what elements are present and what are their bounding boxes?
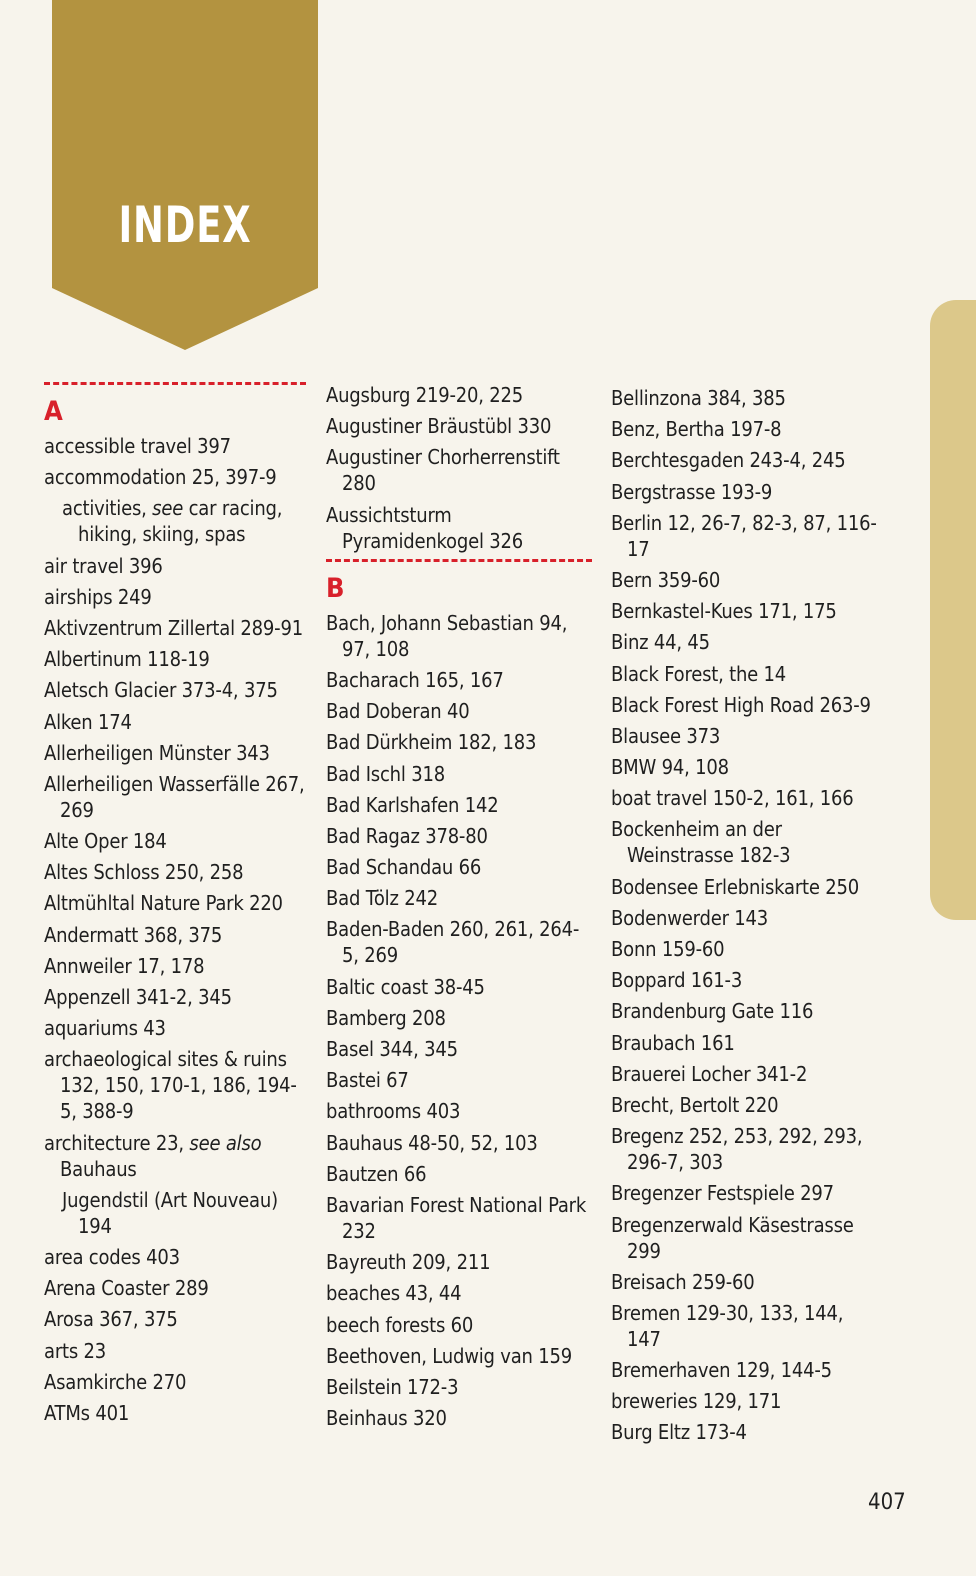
section-divider — [44, 382, 306, 385]
index-entry: Baden-Baden 260, 261, 264-5, 269 — [326, 917, 580, 968]
index-entry: Aktivzentrum Zillertal 289-91 — [44, 615, 303, 640]
index-entry: accommodation 25, 397-9 — [44, 465, 277, 490]
index-entry: BMW 94, 108 — [611, 755, 729, 780]
index-entry: boat travel 150-2, 161, 166 — [611, 786, 854, 811]
banner-shape — [52, 0, 318, 350]
index-entry: Bad Ragaz 378-80 — [326, 823, 488, 848]
index-entry: beech forests 60 — [326, 1312, 474, 1337]
index-entry: Bregenz 252, 253, 292, 293, 296-7, 303 — [611, 1124, 863, 1175]
index-entry: Bautzen 66 — [326, 1161, 427, 1186]
index-entry: Bad Karlshafen 142 — [326, 792, 499, 817]
index-entry: Arena Coaster 289 — [44, 1276, 209, 1301]
index-entry: Bastei 67 — [326, 1068, 409, 1093]
index-entry: Brandenburg Gate 116 — [611, 999, 814, 1024]
section-divider — [326, 559, 592, 562]
entry-text: activities, — [62, 496, 153, 521]
index-entry: Basel 344, 345 — [326, 1037, 458, 1061]
index-entry: Bacharach 165, 167 — [326, 667, 504, 692]
index-entry: Allerheiligen Münster 343 — [44, 740, 270, 765]
index-column-3 — [611, 385, 881, 1451]
index-entry: Annweiler 17, 178 — [44, 953, 205, 978]
index-entry: Appenzell 341-2, 345 — [44, 985, 232, 1009]
index-entry: Brecht, Bertolt 220 — [611, 1092, 779, 1117]
index-entry: Black Forest, the 14 — [611, 661, 787, 686]
index-entry: Bernkastel-Kues 171, 175 — [611, 599, 837, 624]
section-letter-b: B — [326, 572, 345, 604]
index-entry: Bayreuth 209, 211 — [326, 1250, 491, 1275]
index-entry: Beinhaus 320 — [326, 1406, 447, 1431]
index-entry: Bellinzona 384, 385 — [611, 386, 786, 410]
index-entry: Bergstrasse 193-9 — [611, 479, 773, 504]
index-entry: Bremen 129-30, 133, 144, 147 — [611, 1300, 844, 1351]
index-entry: Beilstein 172-3 — [326, 1374, 459, 1399]
index-entry: Berchtesgaden 243-4, 245 — [611, 448, 846, 473]
index-entry: Andermatt 368, 375 — [44, 922, 223, 947]
index-entry: Bad Ischl 318 — [326, 761, 445, 786]
see-reference: see — [152, 496, 184, 521]
index-entry: Bregenzer Festspiele 297 — [611, 1181, 834, 1206]
index-entry: Arosa 367, 375 — [44, 1307, 178, 1332]
index-entry: Bodensee Erlebniskarte 250 — [611, 874, 859, 899]
index-entry: Aussichtsturm Pyramidenkogel 326 — [326, 502, 524, 553]
thumb-tab — [930, 300, 976, 920]
index-entry: Alken 174 — [44, 709, 132, 734]
index-entry: Black Forest High Road 263-9 — [611, 692, 871, 717]
index-entry: Bad Tölz 242 — [326, 886, 438, 911]
entry-text: car racing, hiking, skiing, spas — [78, 496, 283, 547]
index-entry: beaches 43, 44 — [326, 1281, 462, 1306]
see-also-reference: see also — [189, 1130, 262, 1155]
index-entry: Altes Schloss 250, 258 — [44, 860, 244, 885]
index-entry: Augustiner Bräustübl 330 — [326, 414, 552, 439]
index-entry: Bavarian Forest National Park 232 — [326, 1192, 587, 1243]
index-entry: air travel 396 — [44, 553, 163, 578]
banner-title: INDEX — [118, 196, 252, 254]
index-entry: Bamberg 208 — [326, 1005, 446, 1030]
index-entry: Bauhaus 48-50, 52, 103 — [326, 1130, 538, 1155]
index-entry: Bremerhaven 129, 144-5 — [611, 1358, 832, 1383]
index-entry: aquariums 43 — [44, 1016, 166, 1041]
index-entry: Beethoven, Ludwig van 159 — [326, 1343, 572, 1368]
index-entry: Binz 44, 45 — [611, 630, 710, 655]
index-entry: Asamkirche 270 — [44, 1369, 187, 1394]
section-letter-a: A — [44, 396, 63, 427]
page-number: 407 — [868, 1490, 906, 1515]
index-entry: area codes 403 — [44, 1244, 180, 1269]
index-entry: breweries 129, 171 — [611, 1389, 782, 1414]
entry-text: architecture 23, — [44, 1130, 190, 1155]
index-entry: Bonn 159-60 — [611, 937, 725, 961]
index-entry: ATMs 401 — [44, 1400, 130, 1425]
entry-text: Bauhaus — [60, 1156, 137, 1181]
index-entry: Blausee 373 — [611, 723, 721, 748]
index-entry: archaeological sites & ruins 132, 150, 170-1, 186, 194-5, 388-9 — [44, 1047, 297, 1124]
index-entry: Augsburg 219-20, 225 — [326, 383, 524, 407]
index-entry: arts 23 — [44, 1338, 107, 1363]
index-entry: Breisach 259-60 — [611, 1269, 755, 1294]
index-entry: Aletsch Glacier 373-4, 375 — [44, 678, 278, 703]
index-entry: Bodenwerder 143 — [611, 905, 769, 930]
index-entry: Burg Eltz 173-4 — [611, 1420, 747, 1445]
index-entry: Bockenheim an der Weinstrasse 182-3 — [611, 817, 791, 868]
index-entry: bathrooms 403 — [326, 1099, 461, 1124]
index-column-2 — [326, 382, 592, 1436]
index-entry: Augustiner Chorherrenstift 280 — [326, 445, 560, 496]
index-entry: accessible travel 397 — [44, 434, 231, 458]
index-entry — [44, 1130, 306, 1182]
index-entry: Bregenzerwald Käsestrasse 299 — [611, 1212, 854, 1263]
index-entry: Albertinum 118-19 — [44, 647, 210, 672]
index-entry: Baltic coast 38-45 — [326, 974, 485, 999]
index-entry: Berlin 12, 26-7, 82-3, 87, 116-17 — [611, 510, 877, 561]
index-entry: Allerheiligen Wasserfälle 267, 269 — [44, 771, 305, 822]
index-subentry: Jugendstil (Art Nouveau) 194 — [62, 1187, 278, 1238]
index-entry: airships 249 — [44, 584, 152, 609]
index-column-1 — [44, 378, 306, 1431]
index-entry: Benz, Bertha 197-8 — [611, 417, 782, 442]
index-banner — [52, 0, 318, 350]
index-entry: Bad Dürkheim 182, 183 — [326, 730, 537, 755]
index-entry: Altmühltal Nature Park 220 — [44, 891, 283, 916]
index-entry: Braubach 161 — [611, 1030, 735, 1055]
index-entry: Boppard 161-3 — [611, 968, 743, 993]
index-entry: Bad Doberan 40 — [326, 699, 470, 724]
index-entry: Brauerei Locher 341-2 — [611, 1061, 808, 1086]
index-entry: Bach, Johann Sebastian 94, 97, 108 — [326, 610, 568, 661]
index-entry: Bad Schandau 66 — [326, 855, 482, 880]
index-entry: Bern 359-60 — [611, 567, 721, 592]
index-subentry — [44, 495, 306, 547]
index-entry: Alte Oper 184 — [44, 829, 167, 854]
